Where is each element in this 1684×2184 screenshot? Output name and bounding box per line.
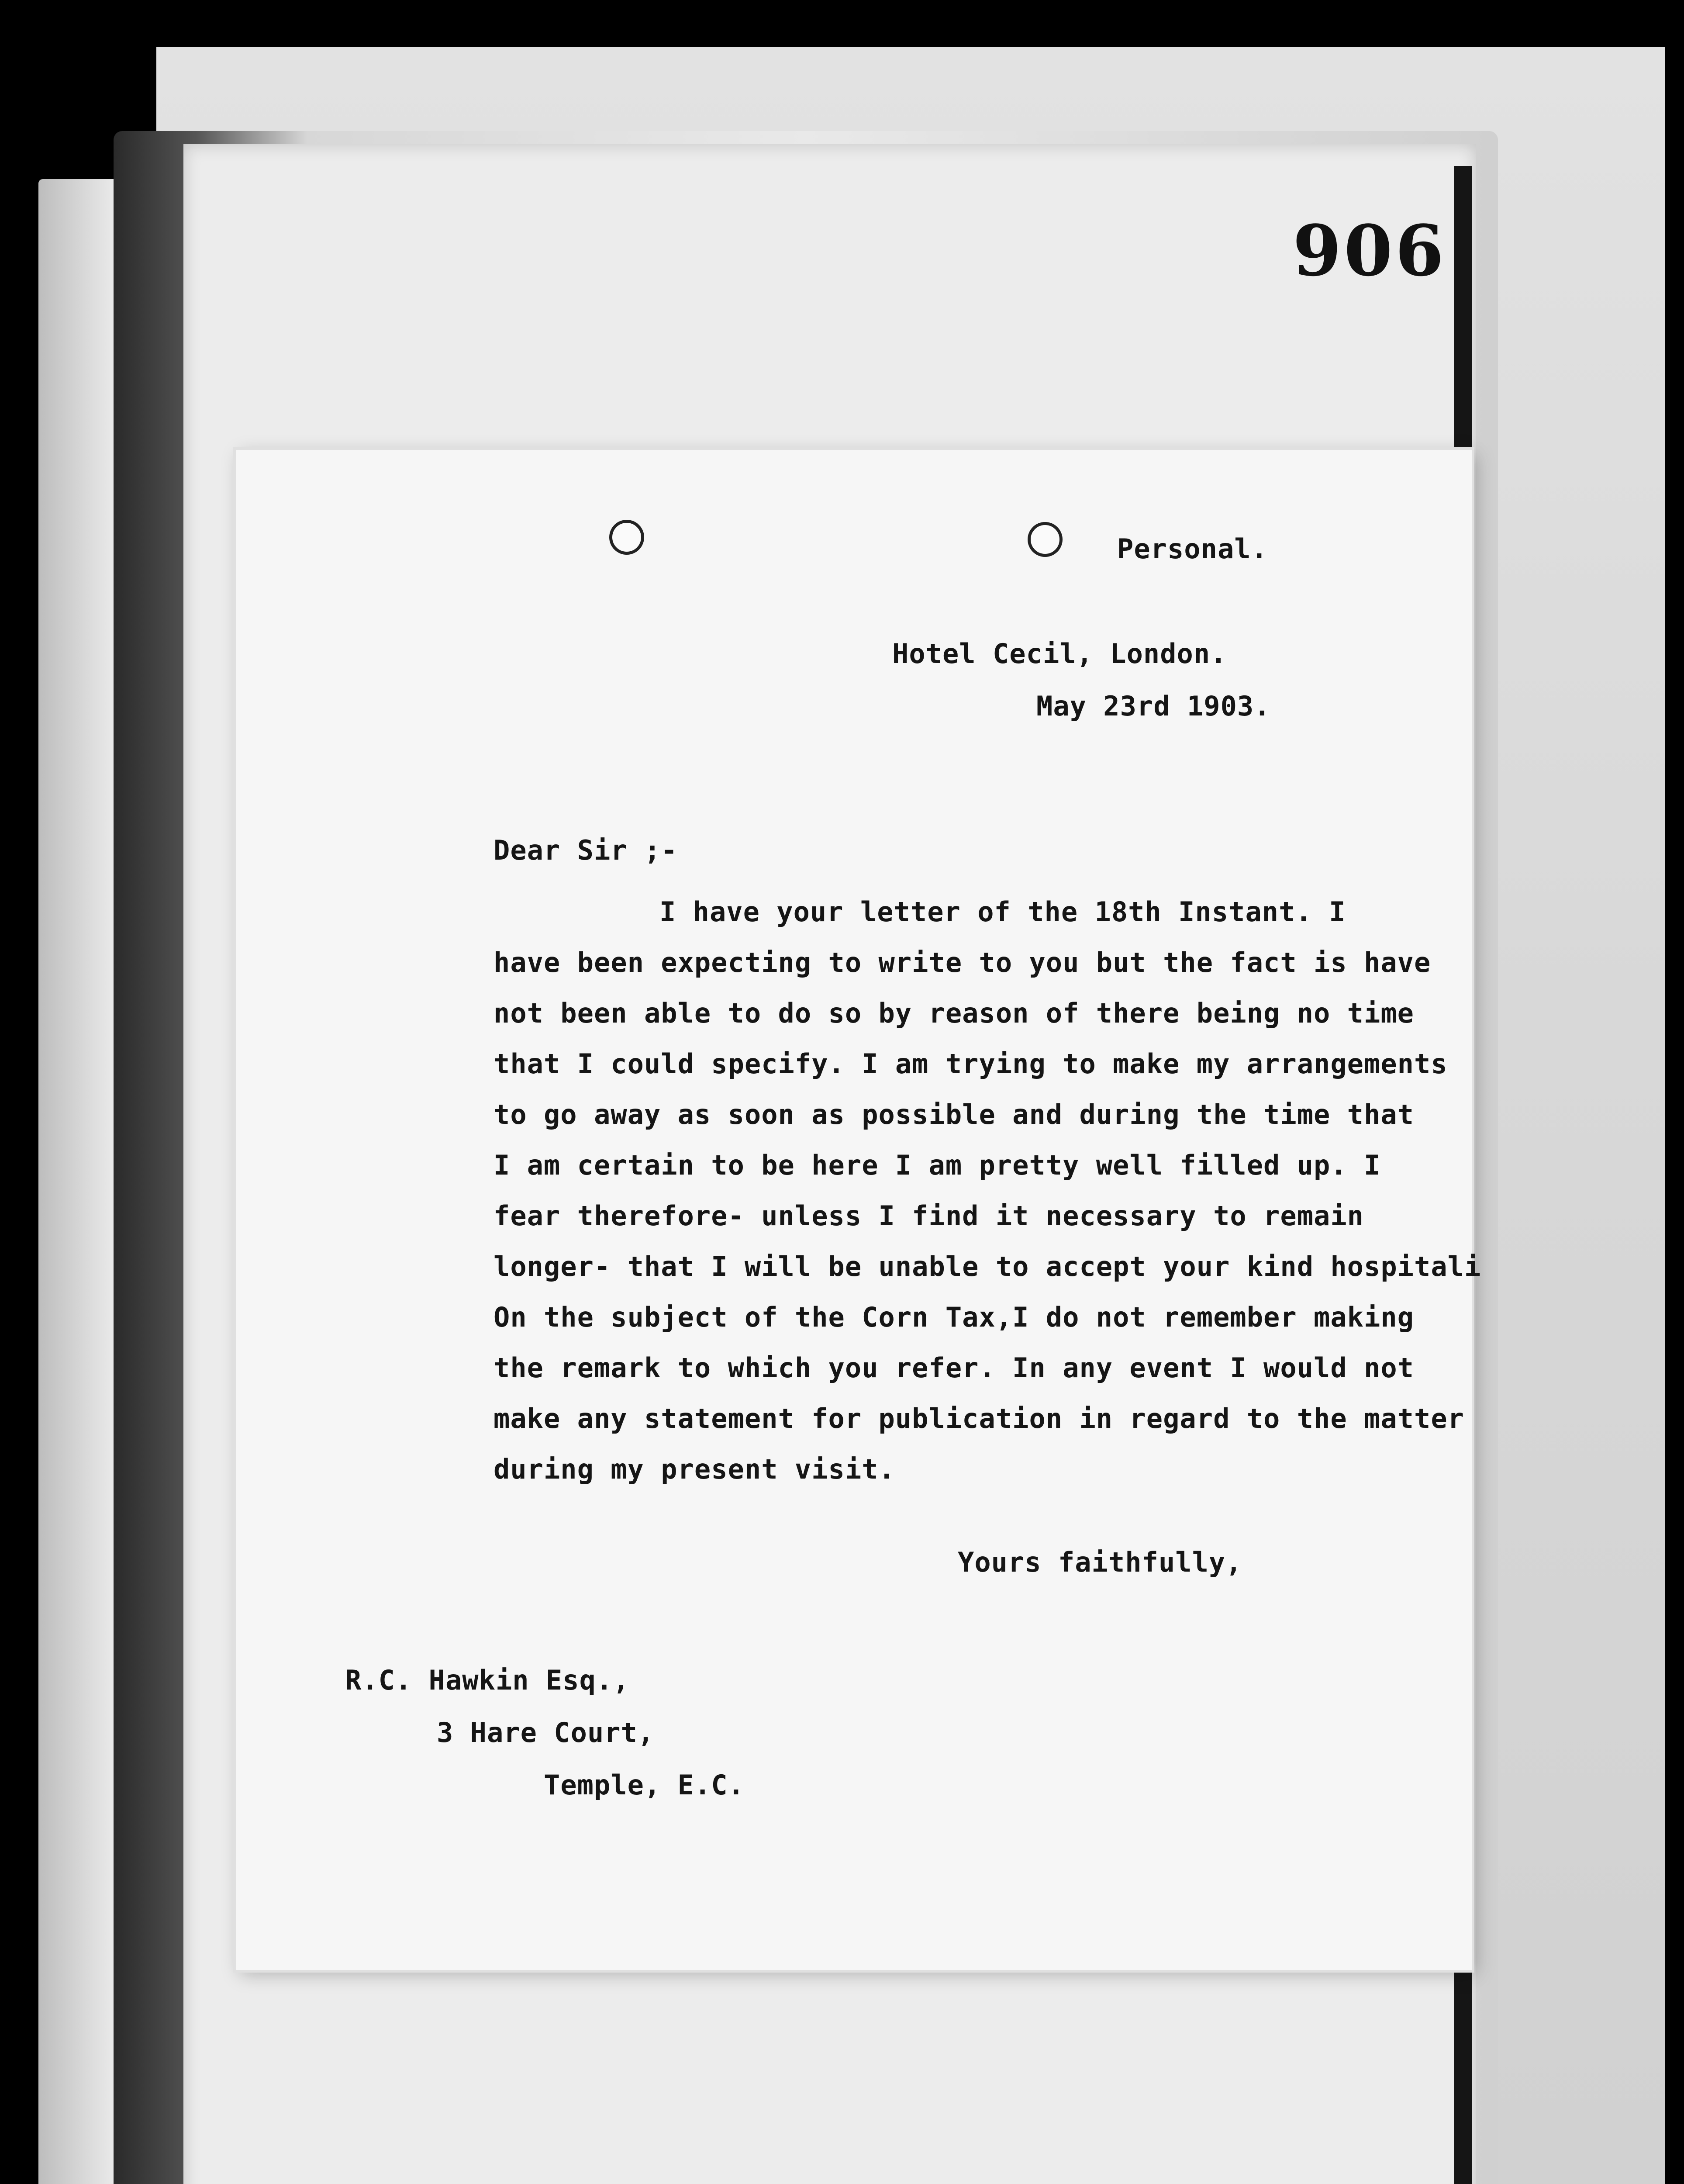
letter-date: May 23rd 1903. — [1036, 690, 1271, 722]
recipient-street: 3 Hare Court, — [437, 1717, 655, 1749]
body-line: to go away as soon as possible and during the time that — [493, 1099, 1414, 1130]
sender-address: Hotel Cecil, London. — [892, 638, 1227, 670]
body-line: longer- that I will be unable to accept your kind hospitali — [493, 1251, 1481, 1282]
letter-closing: Yours faithfully, — [958, 1546, 1242, 1578]
body-line: make any statement for publication in regard to the matter — [493, 1403, 1464, 1434]
body-line: during my present visit. — [493, 1453, 895, 1485]
body-line: I am certain to be here I am pretty well filled up. I — [493, 1149, 1381, 1181]
recipient-city: Temple, E.C. — [544, 1769, 745, 1801]
punch-hole-right — [1028, 522, 1063, 557]
frame-number: 906 — [1293, 210, 1446, 292]
typed-letter — [236, 450, 1481, 1970]
body-line: fear therefore- unless I find it necessary to remain — [493, 1200, 1364, 1232]
body-line: not been able to do so by reason of there being no time — [493, 997, 1414, 1029]
body-line: I have your letter of the 18th Instant. I — [659, 896, 1346, 928]
recipient-name: R.C. Hawkin Esq., — [345, 1664, 630, 1696]
punch-hole-left — [609, 520, 644, 555]
letter-heading: Personal. — [1117, 533, 1268, 565]
body-line: have been expecting to write to you but the fact is have — [493, 947, 1431, 978]
body-line: On the subject of the Corn Tax,I do not remember making — [493, 1301, 1414, 1333]
salutation: Dear Sir ;- — [493, 834, 678, 866]
letter-body — [493, 887, 1481, 1495]
body-line: the remark to which you refer. In any event I would not — [493, 1352, 1414, 1384]
body-line: that I could specify. I am trying to make my arrangements — [493, 1048, 1448, 1080]
